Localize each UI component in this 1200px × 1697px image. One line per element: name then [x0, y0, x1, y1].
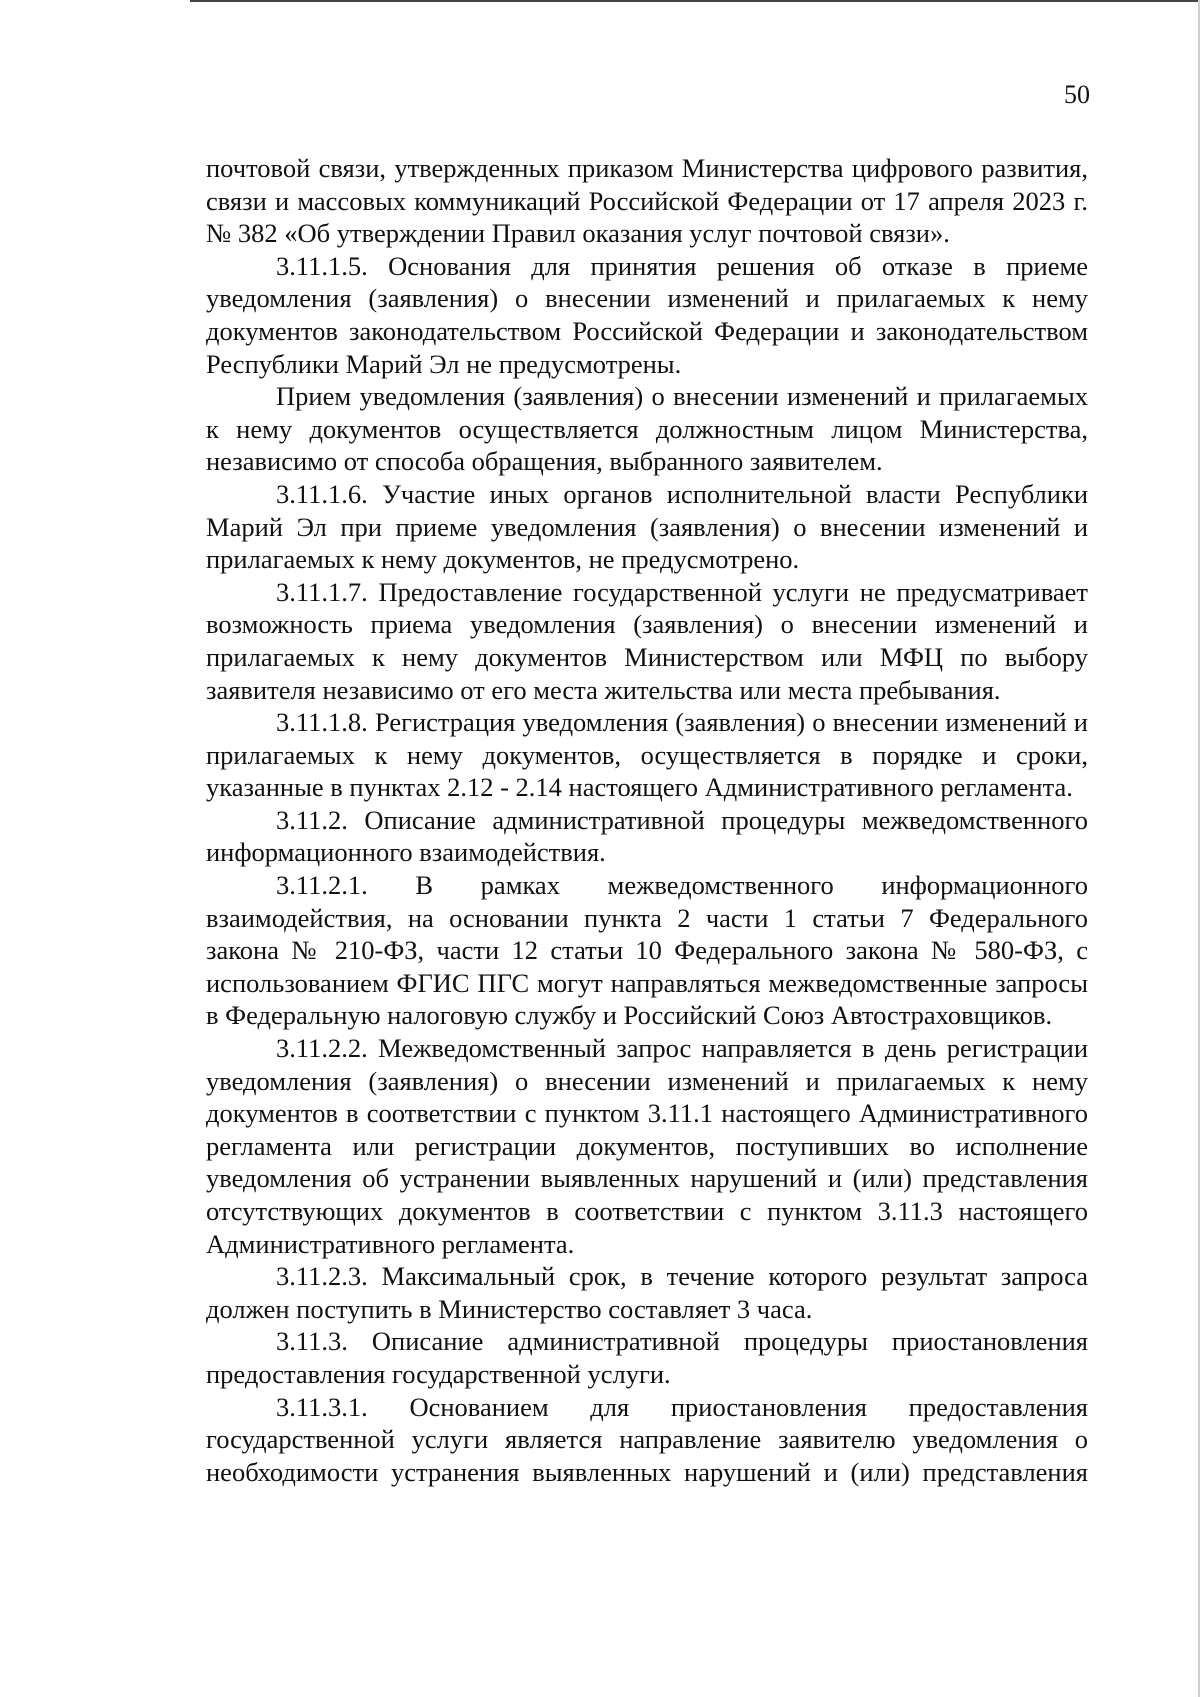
paragraph-3-11-3: 3.11.3. Описание административной процедуры приостановления предоставления государственной услуги.	[206, 1326, 1088, 1389]
document-body	[206, 152, 1088, 1488]
paragraph-3-11-2-1: 3.11.2.1. В рамках межведомственного информационного взаимодействия, на основании пункта 2 части 1 статьи 7 Федерального закона № 210-ФЗ, части 12 статьи 10 Федерального закона № 580-ФЗ, с использованием ФГИС ПГС могут направляться межведомственные запросы в Федеральную налоговую службу и Российский Союз Автостраховщиков.	[206, 870, 1088, 1031]
scan-edge-top	[190, 0, 1200, 2]
paragraph-3-11-1-8: 3.11.1.8. Регистрация уведомления (заявления) о внесении изменений и прилагаемых к нему документов, осуществляется в порядке и сроки, указанные в пунктах 2.12 - 2.14 настоящего Административного регламента.	[206, 707, 1088, 803]
paragraph-3-11-3-1: 3.11.3.1. Основанием для приостановления предоставления государственной услуги является направление заявителю уведомления о необходимости устранения выявленных нарушений и (или) представления	[206, 1391, 1088, 1487]
paragraph-3-11-2-3: 3.11.2.3. Максимальный срок, в течение которого результат запроса должен поступить в Министерство составляет 3 часа.	[206, 1261, 1088, 1324]
paragraph-3-11-1-5: 3.11.1.5. Основания для принятия решения об отказе в приеме уведомления (заявления) о внесении изменений и прилагаемых к нему документов законодательством Российской Федерации и законодательством Республики Марий Эл не предусмотрены.	[206, 250, 1088, 379]
page-number: 50	[1064, 80, 1090, 109]
paragraph-reception: Прием уведомления (заявления) о внесении изменений и прилагаемых к нему документов осуществляется должностным лицом Министерства, независимо от способа обращения, выбранного заявителем.	[206, 381, 1088, 477]
paragraph-3-11-1-7: 3.11.1.7. Предоставление государственной услуги не предусматривает возможность приема уведомления (заявления) о внесении изменений и прилагаемых к нему документов Министерством или МФЦ по выбору заявителя независимо от его места жительства или места пребывания.	[206, 576, 1088, 705]
paragraph-3-11-1-6: 3.11.1.6. Участие иных органов исполнительной власти Республики Марий Эл при приеме уведомления (заявления) о внесении изменений и прилагаемых к нему документов, не предусмотрено.	[206, 478, 1088, 575]
paragraph-postal-rules: почтовой связи, утвержденных приказом Министерства цифрового развития, связи и массовых коммуникаций Российской Федерации от 17 апреля 2023 г. № 382 «Об утверждении Правил оказания услуг почтовой связи».	[206, 153, 1088, 249]
paragraph-3-11-2-2: 3.11.2.2. Межведомственный запрос направляется в день регистрации уведомления (заявления) о внесении изменений и прилагаемых к нему документов в соответствии с пунктом 3.11.1 настоящего Административного регламента или регистрации документов, поступивших во исполнение уведомления об устранении выявленных нарушений и (или) представления отсутствующих документов в соответствии с пунктом 3.11.3 настоящего Административного регламента.	[206, 1033, 1088, 1259]
paragraph-3-11-2: 3.11.2. Описание административной процедуры межведомственного информационного взаимодействия.	[206, 804, 1088, 868]
